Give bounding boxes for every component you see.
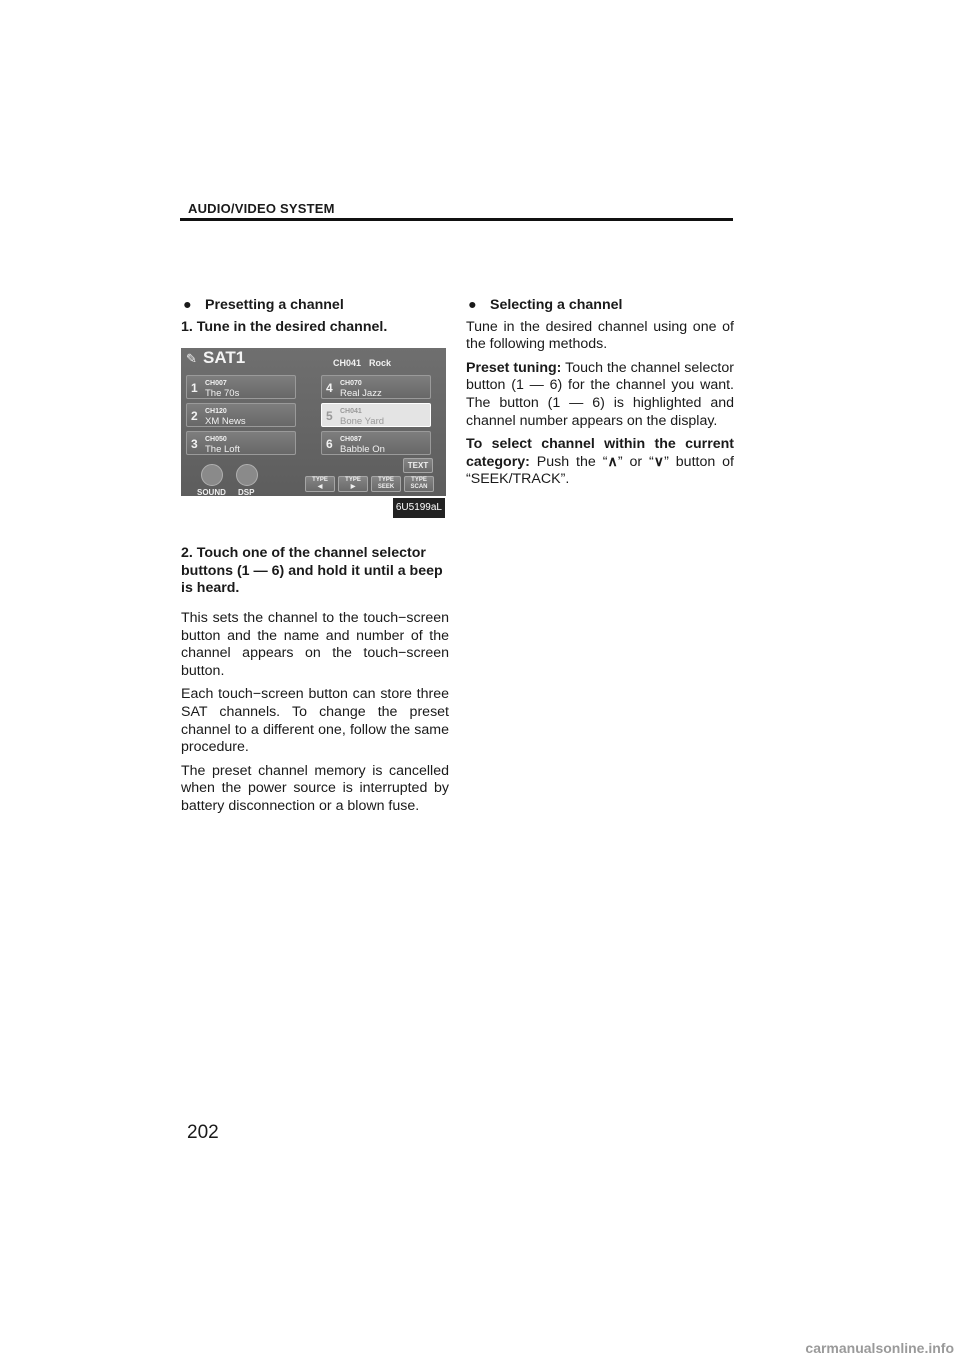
sound-label: SOUND — [197, 488, 226, 498]
figure-id: 6U5199aL — [393, 498, 445, 518]
sound-button[interactable] — [201, 464, 223, 486]
presetting-heading — [181, 297, 449, 315]
section-title: AUDIO/VIDEO SYSTEM — [188, 201, 335, 216]
intro-paragraph: Tune in the desired channel using one of the following methods. — [466, 318, 734, 353]
header-rule — [180, 218, 733, 221]
heading-text: Presetting a channel — [205, 297, 344, 313]
sat-screen — [181, 348, 446, 496]
audio-screen-figure — [181, 348, 446, 514]
preset-button-6[interactable] — [321, 431, 431, 455]
step-1: 1. Tune in the desired channel. — [181, 318, 388, 335]
preset-name: Real Jazz — [340, 388, 382, 400]
step-2: 2. Touch one of the channel selector buttons (1 — 6) and hold it until a beep is heard. — [181, 545, 443, 597]
preset-number: 5 — [326, 409, 333, 424]
preset-button-2[interactable] — [186, 403, 296, 427]
type-prev-button[interactable]: TYPE ◀ — [305, 476, 335, 492]
preset-channel: CH087 — [340, 436, 362, 444]
preset-channel: CH070 — [340, 380, 362, 388]
paragraph-1: This sets the channel to the touch−screen button and the name and number of the channel appears on the touch−screen button. — [181, 609, 449, 679]
satellite-icon: ✎ — [186, 351, 197, 367]
preset-name: The 70s — [205, 388, 240, 400]
preset-tuning-text: Touch the channel selector button (1 — 6) for the channel you want. The button (1 — 6) is highlighted and channel number appears on the display. — [466, 359, 734, 429]
preset-channel: CH050 — [205, 436, 227, 444]
selecting-heading — [466, 297, 734, 315]
preset-number: 6 — [326, 437, 333, 452]
dsp-button[interactable] — [236, 464, 258, 486]
category-text: ” button of “SEEK/TRACK”. — [466, 453, 734, 488]
band-title: SAT1 — [203, 348, 246, 368]
preset-channel: CH007 — [205, 380, 227, 388]
preset-button-4[interactable] — [321, 375, 431, 399]
preset-name: The Loft — [205, 444, 240, 456]
preset-number: 4 — [326, 381, 333, 396]
category-paragraph — [466, 436, 734, 489]
category-text: ” or “ — [617, 453, 654, 470]
preset-tuning-label: Preset tuning: — [466, 359, 562, 376]
current-channel: CH041 — [333, 358, 362, 369]
bullet-icon: ● — [183, 297, 192, 313]
heading-text: Selecting a channel — [490, 297, 623, 313]
paragraph-3: The preset channel memory is cancelled when the power source is interrupted by battery disconnection or a blown fuse. — [181, 762, 449, 814]
preset-name: XM News — [205, 416, 246, 428]
text-button[interactable]: TEXT — [403, 458, 433, 473]
bullet-icon: ● — [468, 297, 477, 313]
watermark: carmanualsonline.info — [805, 1340, 954, 1356]
right-column — [466, 297, 734, 495]
down-arrow-icon: ∨ — [653, 453, 665, 470]
type-scan-button[interactable]: TYPE SCAN — [404, 476, 434, 492]
current-channel-name: Rock — [369, 358, 392, 369]
preset-button-3[interactable] — [186, 431, 296, 455]
category-label: To select channel within the current category: — [466, 436, 734, 470]
preset-button-1[interactable] — [186, 375, 296, 399]
type-seek-button[interactable]: TYPE SEEK — [371, 476, 401, 492]
preset-channel: CH120 — [205, 408, 227, 416]
left-column — [181, 297, 449, 822]
page-number: 202 — [187, 1122, 219, 1143]
category-text: Push the “ — [529, 453, 608, 470]
preset-name: Babble On — [340, 444, 385, 456]
dsp-label: DSP — [238, 488, 255, 498]
paragraph-2: Each touch−screen button can store three SAT channels. To change the preset channel to a different one, follow the same procedure. — [181, 686, 449, 756]
preset-button-5[interactable] — [321, 403, 431, 427]
preset-tuning-paragraph — [466, 360, 734, 430]
preset-channel: CH041 — [340, 408, 362, 416]
preset-name: Bone Yard — [340, 416, 385, 428]
preset-number: 1 — [191, 381, 198, 396]
up-arrow-icon: ∧ — [607, 453, 618, 470]
preset-number: 3 — [191, 437, 198, 452]
type-next-button[interactable]: TYPE ▶ — [338, 476, 368, 492]
preset-number: 2 — [191, 409, 198, 424]
